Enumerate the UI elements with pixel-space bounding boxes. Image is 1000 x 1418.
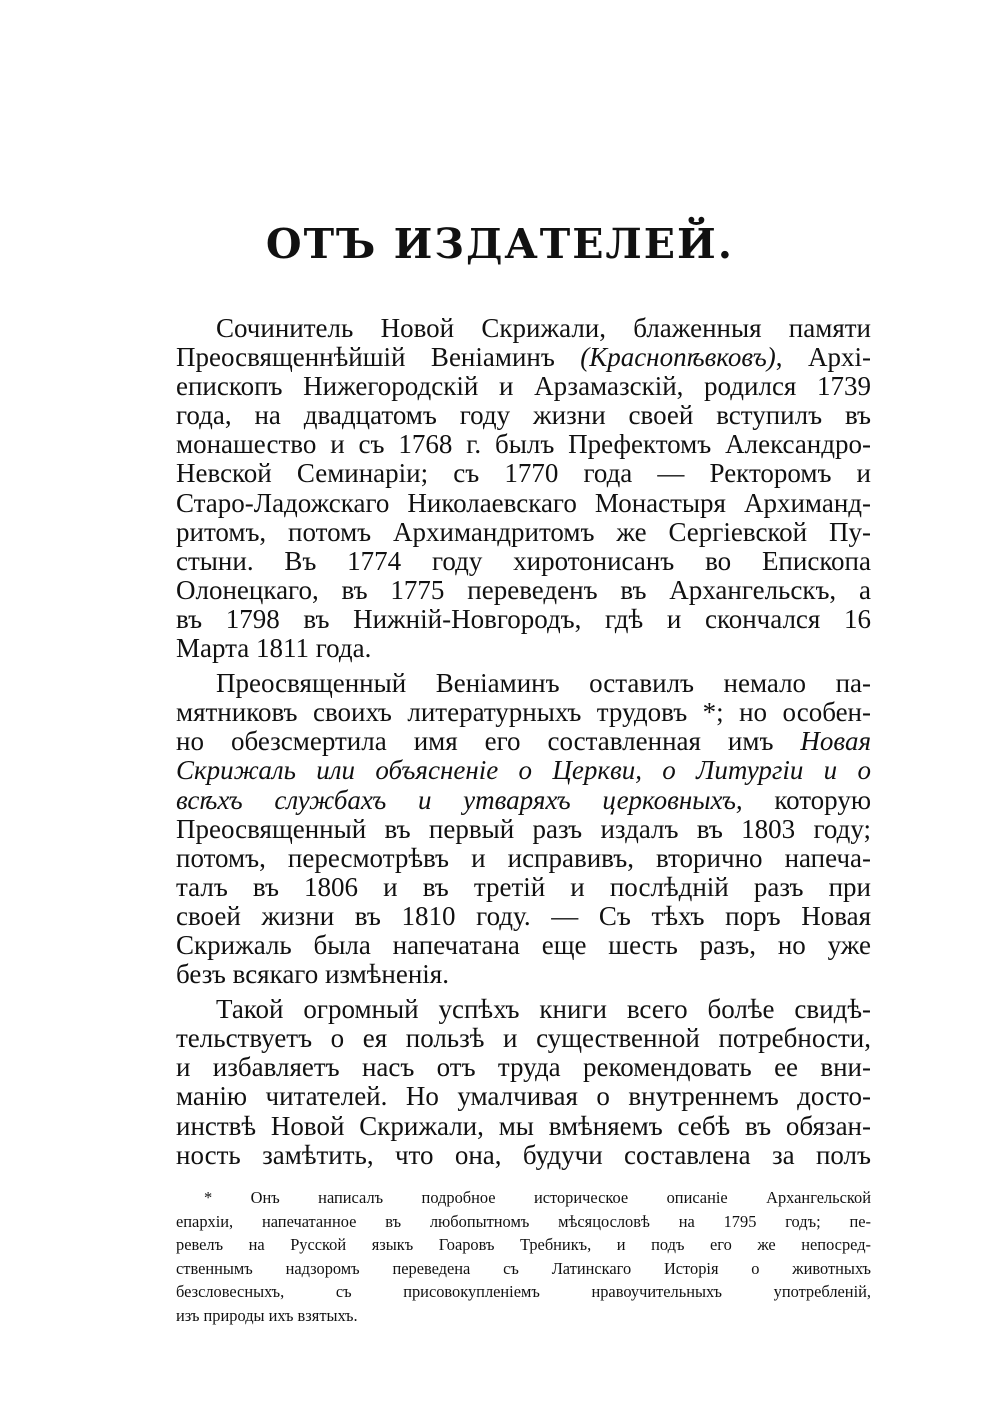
footnote-line: * Онъ написалъ подробное историческое описаніе Архангельской [204, 1188, 871, 1207]
text-line: Олонецкаго, въ 1775 переведенъ въ Архангельскъ, а [176, 574, 871, 605]
text-line: Невской Семинаріи; съ 1770 года — Ректоромъ и [176, 458, 871, 489]
italic-name: (Краснопѣвковъ) [580, 342, 776, 373]
text-line: Марта 1811 года. [176, 633, 372, 664]
text-line: мятниковъ своихъ литературныхъ трудовъ *; но особен- [176, 697, 871, 728]
footnote-line: безсловесныхъ, съ присовокупленіемъ нравоучительныхъ употребленій, [176, 1282, 871, 1302]
text-line: Сочинитель Новой Скрижали, блаженныя памяти [216, 313, 871, 343]
text-line: Скрижаль была напечатана еще шесть разъ, но уже [176, 929, 871, 960]
text-line: ность замѣтить, что она, будучи составлена за полъ [176, 1139, 871, 1170]
text-line: ритомъ, потомъ Архимандритомъ же Сергіевской Пу- [176, 516, 871, 547]
text-line: всѣхъ службахъ и утваряхъ церковныхъ, которую [176, 784, 871, 815]
text-line: епископъ Нижегородскій и Арзамазскій, родился 1739 [176, 371, 871, 402]
text-line: года, на двадцатомъ году жизни своей вступилъ въ [176, 400, 871, 431]
text-line: своей жизни въ 1810 году. — Съ тѣхъ поръ Новая [176, 900, 871, 931]
text-line: Преосвященнѣйшій Веніаминъ (Краснопѣвковъ), Архі- [176, 342, 871, 373]
text-line: монашество и съ 1768 г. былъ Префектомъ Александро- [176, 429, 871, 460]
text-line: манію читателей. Но умалчивая о внутреннемъ досто- [176, 1081, 871, 1112]
text-line: талъ въ 1806 и въ третій и послѣдній разъ при [176, 871, 871, 902]
footnote-line: ственнымъ надзоромъ переведена съ Латинскаго Исторія о животныхъ [176, 1258, 871, 1278]
text-line: инствѣ Новой Скрижали, мы вмѣняемъ себѣ въ обязан- [176, 1110, 871, 1141]
text-line: безъ всякаго измѣненія. [176, 959, 449, 990]
text-line: въ 1798 въ Нижній-Новгородъ, гдѣ и скончался 16 [176, 603, 871, 634]
text-line: но обезсмертила имя его составленная имъ Новая [176, 726, 871, 757]
main-text [176, 314, 871, 1170]
footnote-line: изъ природы ихъ взятыхъ. [176, 1305, 358, 1325]
text-line: потомъ, пересмотрѣвъ и исправивъ, вторично напеча- [176, 842, 871, 873]
footnote [176, 1186, 871, 1328]
italic-title: всѣхъ службахъ и утваряхъ церковныхъ, [176, 784, 743, 815]
page-title: ОТЪ ИЗДАТЕЛЕЙ. [265, 220, 735, 268]
text-line: Такой огромный успѣхъ книги всего болѣе свидѣ- [216, 994, 871, 1025]
text-line: тельствуетъ о ея пользѣ и существенной потребности, [176, 1023, 871, 1054]
text-line: и избавляетъ насъ отъ труда рекомендовать ее вни- [176, 1052, 871, 1083]
italic-title: Новая [800, 726, 871, 757]
footnote-line: ревелъ на Русской языкъ Гоаровъ Требникъ, и подъ его же непосред- [176, 1235, 871, 1255]
text-line: Преосвященный Веніаминъ оставилъ немало па- [216, 668, 871, 699]
text-line: Преосвященный въ первый разъ издалъ въ 1803 году; [176, 813, 871, 844]
footnote-line: епархіи, напечатанное въ любопытномъ мѣсяцословѣ на 1795 годъ; пе- [176, 1211, 871, 1231]
text-line: Старо-Ладожскаго Николаевскаго Монастыря Архиманд- [176, 487, 871, 518]
text-line: стыни. Въ 1774 году хиротонисанъ во Епископа [176, 545, 871, 576]
text-line-italic: Скрижаль или объясненіе о Церкви, о Литургіи и о [176, 755, 871, 786]
